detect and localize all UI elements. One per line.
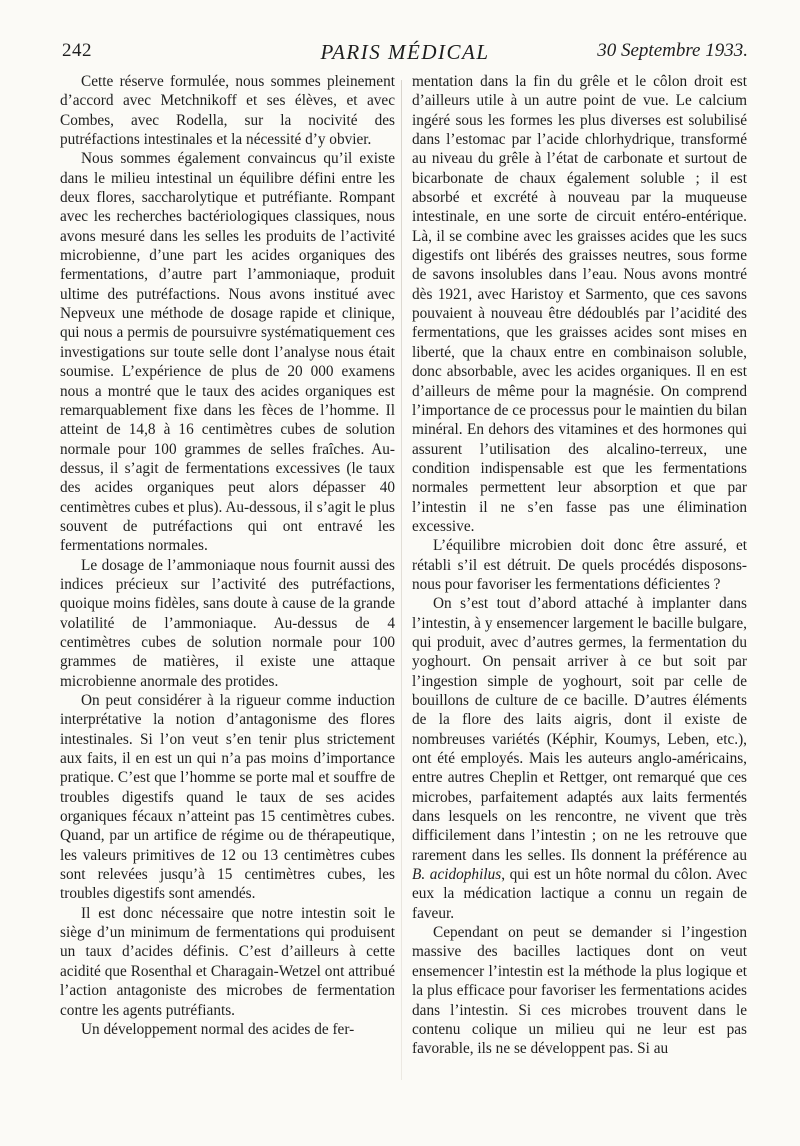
- right-column: [412, 72, 747, 1059]
- paragraph: Il est donc nécessaire que notre intestin soit le siège d’un minimum de fermentations qui produisent un taux d’acides définis. C’est d’ailleurs à cette acidité que Rosenthal et Charagain-Wetzel ont attribué l’action antagoniste des microbes de fermentation contre les agents putréfiants.: [60, 904, 395, 1019]
- left-column: [60, 72, 395, 1039]
- page-header: [62, 40, 748, 70]
- paragraph: L’équilibre microbien doit donc être assuré, et rétabli s’il est détruit. De quels procédés disposons-nous pour favoriser les fermentations déficientes ?: [412, 537, 747, 593]
- paragraph: On peut considérer à la rigueur comme induction interprétative la notion d’antagonisme des flores intestinales. Si l’on veut s’en tenir plus strictement aux faits, il en est un qui n’a pas moins d’importance pratique. C’est que l’homme se porte mal et souffre de troubles digestifs quand le taux de ses acides organiques fécaux n’atteint pas 15 centimètres cubes. Quand, par un artifice de régime ou de thérapeutique, les valeurs primitives de 12 ou 13 centimètres cubes sont relevées jusqu’à 15 centimètres cubes, les troubles digestifs sont amendés.: [60, 692, 395, 903]
- species-name: B. acidophilus: [412, 866, 502, 884]
- paragraph: Cependant on peut se demander si l’ingestion massive des bacilles lactiques dont on veut ensemencer l’intestin est la méthode la plus logique et la plus efficace pour favoriser les fermentations acides dans l’intestin. Si ces microbes trouvent dans le contenu colique un milieu qui ne leur est pas favorable, ils ne se développent pas. Si au: [412, 924, 747, 1058]
- page-number: 242: [62, 40, 92, 61]
- issue-date: 30 Septembre 1933.: [597, 40, 748, 61]
- paragraph: Cette réserve formulée, nous sommes pleinement d’accord avec Metchnikoff et ses élèves, et avec Combes, avec Rodella, sur la nocivité des putréfactions intestinales et la nécessité d’y obvier.: [60, 73, 395, 149]
- column-divider: [401, 80, 402, 1080]
- paragraph-continued: mentation dans la fin du grêle et le côlon droit est d’ailleurs utile à un autre point de vue. Le calcium ingéré sous les formes les plus diverses est solubilisé dans l’estomac par l’acide chlorhydrique, transformé au niveau du grêle à l’état de carbonate et surtout de bicarbonate de chaux également soluble ; il est absorbé et excrété à nouveau par la muqueuse intestinale, en une sorte de circuit entéro-entérique. Là, il se combine avec les graisses acides que les sucs digestifs ont libérés des graisses neutres, sous forme de savons insolubles dans l’eau. Nous avons montré dès 1921, avec Haristoy et Sarmento, que ces savons pouvaient à nouveau être dédoublés par l’acidité des fermentations, que les graisses acides sont mises en liberté, que la chaux entre en combinaison soluble, donc absorbable, avec les acides organiques. Il en est d’ailleurs de même pour la magnésie. On comprend l’importance de ce processus pour le maintien du bilan minéral. En dehors des vitamines et des hormones qui assurent l’utilisation des alcalino-terreux, une condition indispensable est que les fermentations normales permettent leur absorption et que par l’intestin il ne s’en fasse pas une élimination excessive.: [412, 73, 747, 535]
- paragraph: Un développement normal des acides de fer-: [81, 1020, 355, 1038]
- journal-title: PARIS MÉDICAL: [320, 40, 490, 64]
- paragraph-text: , qui est un hôte normal du côlon. Avec eux la médication lactique a connu un regain de faveur.: [412, 866, 747, 922]
- paragraph: Le dosage de l’ammoniaque nous fournit aussi des indices précieux sur l’activité des putréfactions, quoique moins fidèles, sans doute à cause de la grande volatilité de l’ammoniaque. Au-dessus de 4 centimètres cubes de solution normale pour 100 grammes de matières, il existe une attaque microbienne anormale des protides.: [60, 556, 395, 690]
- paragraph: Nous sommes également convaincus qu’il existe dans le milieu intestinal un équilibre défini entre les deux flores, saccharolytique et putréfiante. Rompant avec les recherches bactériologiques classiques, nous avons mesuré dans les selles les produits de l’activité microbienne, d’une part les acides organiques des fermentations, d’autre part l’ammoniaque, produit ultime des putréfactions. Nous avons institué avec Nepveux une méthode de dosage rapide et clinique, qui nous a permis de poursuivre systématiquement ces investigations sur toute selle dont l’analyse nous était soumise. L’expérience de plus de 20 000 examens nous a montré que le taux des acides organiques est remarquablement fixe dans les fèces de l’homme. Il atteint de 14,8 à 16 centimètres cubes de solution normale pour 100 grammes de selles fraîches. Au-dessus, il s’agit de fermentations excessives (le taux des acides organiques peut alors dépasser 40 centimètres cubes et plus). Au-dessous, il s’agit le plus souvent de putréfactions qui ont entravé les fermentations normales.: [60, 150, 395, 555]
- paragraph-text: On s’est tout d’abord attaché à implanter dans l’intestin, à y ensemencer largement le bacille bulgare, qui produit, avec d’autres germes, la fermentation du yoghourt. On pensait arriver à ce but soit par l’ingestion simple de yoghourt, soit par celle de bouillons de culture de ce bacille. D’autres éléments de la flore des laits aigris, dont il existe de nombreuses variétés (Képhir, Koumys, Leben, etc.), ont été employés. Mais les auteurs anglo-américains, entre autres Cheplin et Rettger, ont remarqué que ces microbes, parfaitement adaptés aux laits fermentés dans lesquels on les rencontre, ne vivent que très difficilement dans l’intestin ; on ne les retrouve que rarement dans les selles. Ils donnent la préférence au: [412, 595, 747, 864]
- paragraph: [412, 594, 747, 923]
